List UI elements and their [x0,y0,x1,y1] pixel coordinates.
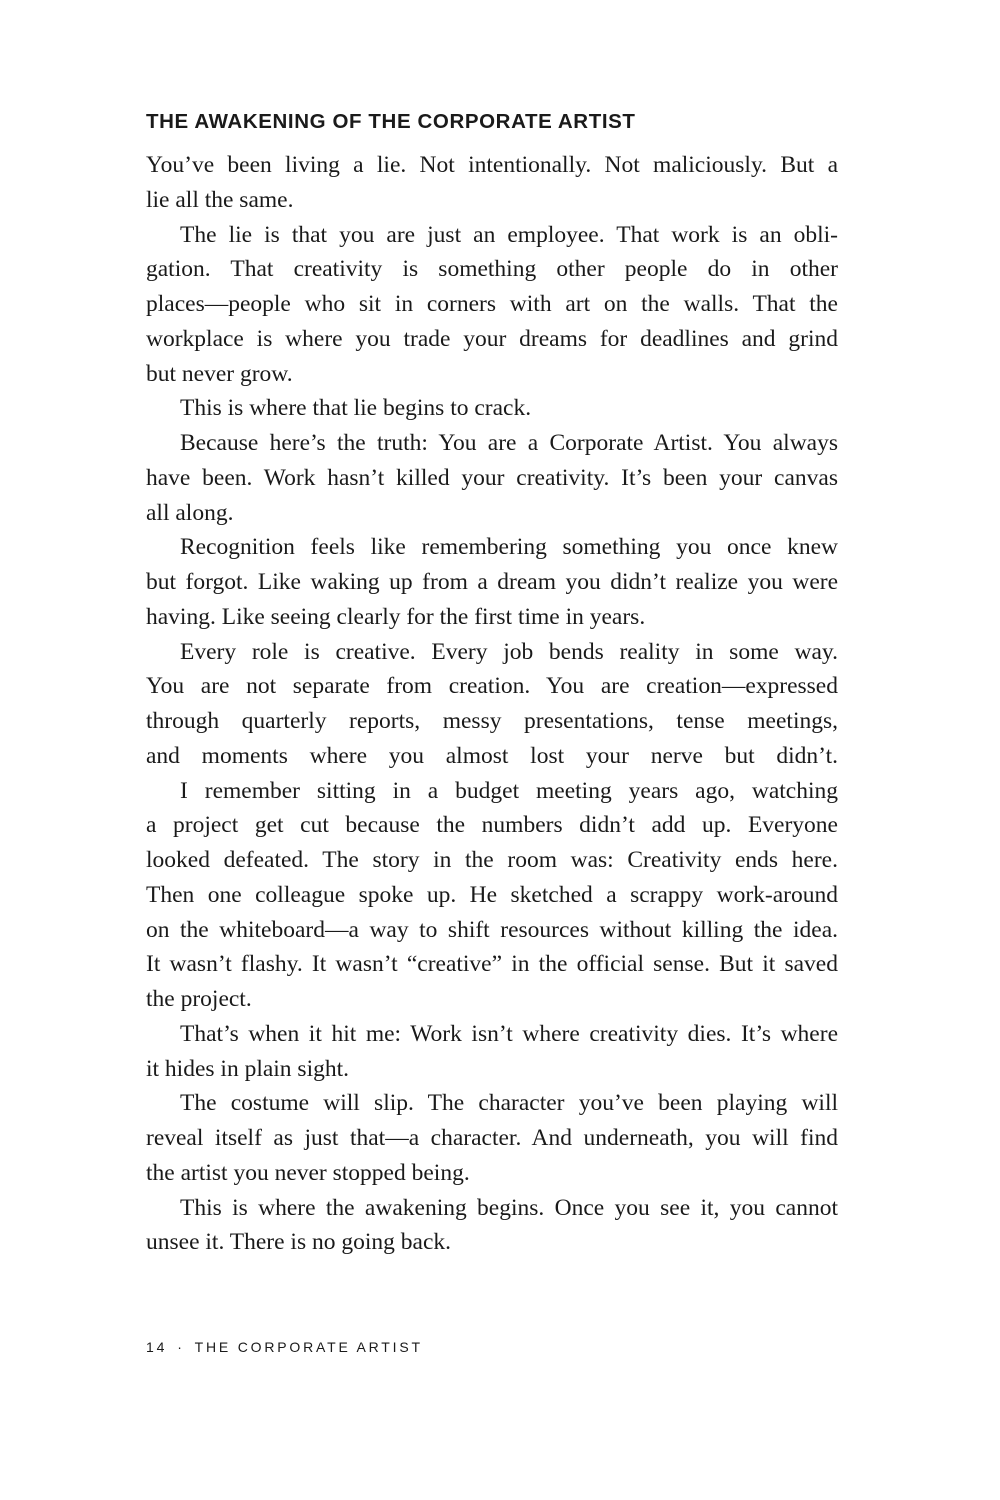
section-heading: THE AWAKENING OF THE CORPORATE ARTIST [146,110,636,133]
footer-separator: · [177,1339,185,1355]
text-line: through quarterly reports, messy presentations, tense meetings, [146,708,838,734]
text-line: a project get cut because the numbers didn’t add up. Everyone [146,812,838,839]
text-line: The lie is that you are just an employee. That work is an obli- [180,221,838,248]
text-line: have been. Work hasn’t killed your creativity. It’s been your canvas [146,464,838,491]
text-line: Then one colleague spoke up. He sketched a scrappy work-around [146,881,838,908]
text-line: The costume will slip. The character you’ve been playing will [180,1090,838,1117]
book-title: THE CORPORATE ARTIST [194,1339,423,1355]
text-line: I remember sitting in a budget meeting years ago, watching [180,777,838,804]
text-line: looked defeated. The story in the room was: Creativity ends here. [146,847,838,873]
text-line: all along. [146,499,234,526]
text-line: That’s when it hit me: Work isn’t where creativity dies. It’s where [180,1020,838,1047]
text-line: gation. That creativity is something other people do in other [146,256,838,283]
text-line: It wasn’t flashy. It wasn’t “creative” in the official sense. But it saved [146,951,838,978]
text-line: Every role is creative. Every job bends reality in some way. [180,638,838,665]
running-footer [146,1339,423,1355]
text-line: You are not separate from creation. You are creation—expressed [146,673,838,700]
text-line: it hides in plain sight. [146,1055,350,1082]
text-line: the artist you never stopped being. [146,1159,470,1186]
page-number: 14 [146,1339,168,1355]
text-line: the project. [146,986,252,1012]
text-line: You’ve been living a lie. Not intentionally. Not maliciously. But a [146,152,838,178]
text-line: and moments where you almost lost your nerve but didn’t. [146,742,838,769]
text-line: Recognition feels like remembering something you once knew [180,534,838,561]
text-line: but forgot. Like waking up from a dream you didn’t realize you were [146,569,838,595]
body-text [146,148,838,1260]
text-line: This is where the awakening begins. Once you see it, you cannot [180,1194,838,1221]
text-line: places—people who sit in corners with art on the walls. That the [146,291,838,317]
text-line: reveal itself as just that—a character. And underneath, you will find [146,1125,838,1151]
text-line: This is where that lie begins to crack. [180,395,532,422]
text-line: workplace is where you trade your dreams for deadlines and grind [146,325,838,352]
text-line: having. Like seeing clearly for the first time in years. [146,603,646,630]
text-line: lie all the same. [146,186,294,213]
text-line: unsee it. There is no going back. [146,1229,451,1256]
text-line: Because here’s the truth: You are a Corporate Artist. You always [180,430,838,456]
text-line: but never grow. [146,360,293,387]
text-line: on the whiteboard—a way to shift resources without killing the idea. [146,916,838,943]
